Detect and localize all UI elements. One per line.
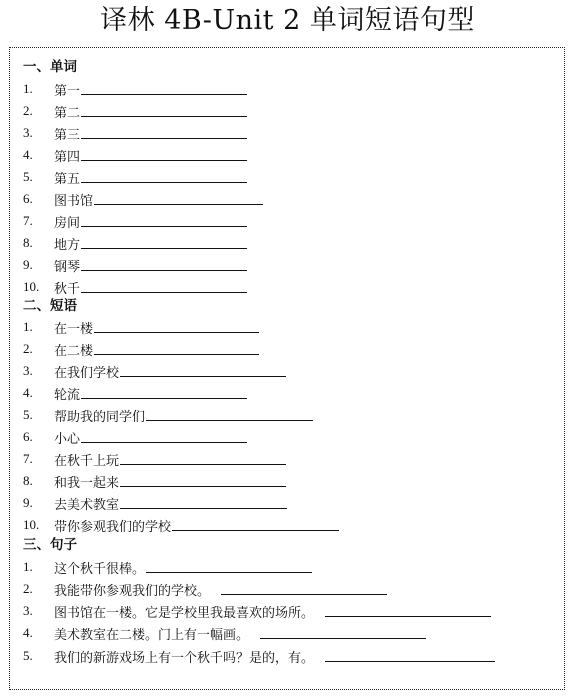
item-prompt: 图书馆在一楼。它是学校里我最喜欢的场所。 bbox=[54, 606, 315, 621]
item-prompt: 和我一起来 bbox=[54, 476, 120, 491]
answer-blank[interactable] bbox=[94, 340, 259, 355]
item-prompt: 这个秋千很棒。 bbox=[54, 562, 146, 577]
answer-blank[interactable] bbox=[120, 472, 286, 487]
answer-blank[interactable] bbox=[120, 450, 286, 465]
item-prompt: 第二 bbox=[54, 106, 81, 121]
item-number: 4. bbox=[23, 147, 33, 162]
item-number: 8. bbox=[23, 473, 33, 488]
answer-blank[interactable] bbox=[81, 146, 247, 161]
section-heading: 二、短语 bbox=[23, 298, 77, 314]
item-number: 2. bbox=[23, 581, 33, 596]
item-number: 2. bbox=[23, 341, 33, 356]
item-prompt: 美术教室在二楼。门上有一幅画。 bbox=[54, 628, 250, 643]
item-prompt: 钢琴 bbox=[54, 260, 81, 275]
item-prompt: 第四 bbox=[54, 150, 81, 165]
page-title: 译林 4B-Unit 2 单词短语句型 bbox=[100, 5, 475, 36]
item-number: 9. bbox=[23, 495, 33, 510]
item-prompt: 秋千 bbox=[54, 282, 81, 297]
item-number: 5. bbox=[23, 648, 33, 663]
answer-blank[interactable] bbox=[94, 318, 259, 333]
answer-blank[interactable] bbox=[221, 580, 387, 595]
section-heading: 一、单词 bbox=[23, 59, 77, 75]
item-number: 10. bbox=[23, 279, 40, 294]
item-number: 7. bbox=[23, 451, 33, 466]
item-prompt: 小心 bbox=[54, 432, 81, 447]
item-prompt: 帮助我的同学们 bbox=[54, 410, 146, 425]
item-number: 3. bbox=[23, 363, 33, 378]
item-prompt: 去美术教室 bbox=[54, 498, 120, 513]
item-prompt: 地方 bbox=[54, 238, 81, 253]
answer-blank[interactable] bbox=[81, 428, 247, 443]
item-number: 6. bbox=[23, 429, 33, 444]
answer-blank[interactable] bbox=[146, 406, 313, 421]
item-prompt: 房间 bbox=[54, 216, 81, 231]
item-prompt: 第三 bbox=[54, 128, 81, 143]
item-prompt: 在二楼 bbox=[54, 344, 94, 359]
answer-blank[interactable] bbox=[325, 602, 491, 617]
answer-blank[interactable] bbox=[81, 80, 247, 95]
item-number: 1. bbox=[23, 81, 33, 96]
item-prompt: 在我们学校 bbox=[54, 366, 120, 381]
item-number: 1. bbox=[23, 319, 33, 334]
answer-blank[interactable] bbox=[81, 102, 247, 117]
answer-blank[interactable] bbox=[260, 624, 426, 639]
item-number: 4. bbox=[23, 625, 33, 640]
item-prompt: 第一 bbox=[54, 84, 81, 99]
item-number: 3. bbox=[23, 603, 33, 618]
answer-blank[interactable] bbox=[120, 362, 286, 377]
item-prompt: 在一楼 bbox=[54, 322, 94, 337]
answer-blank[interactable] bbox=[81, 234, 247, 249]
answer-blank[interactable] bbox=[81, 168, 247, 183]
item-prompt: 我能带你参观我们的学校。 bbox=[54, 584, 211, 599]
item-number: 1. bbox=[23, 559, 33, 574]
answer-blank[interactable] bbox=[172, 516, 339, 531]
item-prompt: 我们的新游戏场上有一个秋千吗？是的，有。 bbox=[54, 651, 315, 666]
answer-blank[interactable] bbox=[81, 256, 247, 271]
item-number: 5. bbox=[23, 407, 33, 422]
item-number: 4. bbox=[23, 385, 33, 400]
answer-blank[interactable] bbox=[325, 647, 495, 662]
item-number: 2. bbox=[23, 103, 33, 118]
item-prompt: 第五 bbox=[54, 172, 81, 187]
answer-blank[interactable] bbox=[94, 190, 263, 205]
item-prompt: 图书馆 bbox=[54, 194, 94, 209]
answer-blank[interactable] bbox=[81, 124, 247, 139]
item-number: 9. bbox=[23, 257, 33, 272]
item-number: 6. bbox=[23, 191, 33, 206]
answer-blank[interactable] bbox=[146, 558, 312, 573]
answer-blank[interactable] bbox=[81, 384, 247, 399]
item-number: 10. bbox=[23, 517, 40, 532]
answer-blank[interactable] bbox=[120, 494, 287, 509]
answer-blank[interactable] bbox=[81, 212, 247, 227]
item-prompt: 轮流 bbox=[54, 388, 81, 403]
item-number: 5. bbox=[23, 169, 33, 184]
item-prompt: 带你参观我们的学校 bbox=[54, 520, 172, 535]
item-number: 3. bbox=[23, 125, 33, 140]
section-heading: 三、句子 bbox=[23, 537, 77, 553]
item-number: 8. bbox=[23, 235, 33, 250]
item-prompt: 在秋千上玩 bbox=[54, 454, 120, 469]
item-number: 7. bbox=[23, 213, 33, 228]
answer-blank[interactable] bbox=[81, 278, 247, 293]
